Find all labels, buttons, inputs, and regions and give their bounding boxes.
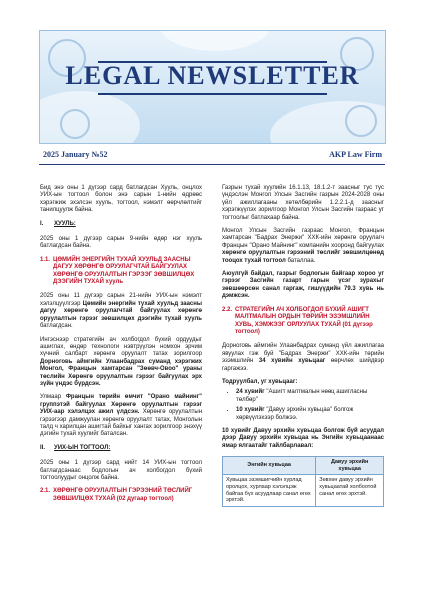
resolution-paragraph-3-text: Аюулгүй байдал, газрыг бодлогын байгаар хороо уг гэрээг Засгийн газарт гарын үсэг зурахыг зөвшөөрсөн санал гаргаж,	[222, 271, 384, 292]
bullet-2-bold: 10 хувийг	[236, 407, 265, 414]
subsection-1-1-heading	[40, 257, 202, 287]
section-1-intro: 2025 оны 1 дүгээр сарын 9-нийн өдөр нэг хууль батлагдсан байна.	[40, 236, 202, 250]
table-row	[223, 475, 384, 506]
subsection-2-1-number: 2.1.	[40, 488, 51, 495]
firm-name: AKP Law Firm	[329, 150, 382, 159]
subsection-1-1-title: ЦӨМИЙН ЭНЕРГИЙН ТУХАЙ ХУУЛЬД ЗААСНЫ ДАГУУ ХӨРӨНГӨ ОРУУЛАГЧТАЙ БАЙГУУЛАХ ХӨРӨНГӨ ОРУУЛАЛТЫН ГЭРЭЭГ ЗӨВШИЛЦӨХ ДЭЭГИЙН ТУХАЙ хууль	[53, 256, 195, 286]
issue-number: 2025 January №52	[43, 150, 108, 159]
subsection-2-2-number: 2.2.	[222, 306, 233, 313]
bullet-1-bold: 24 хувийг	[236, 389, 265, 396]
resolution-paragraph-3	[222, 271, 384, 301]
list-item	[236, 407, 384, 422]
law-paragraph-3	[40, 394, 202, 438]
resolution-paragraph-2-end: баталлаа.	[285, 257, 316, 264]
table-cell: Зөвхөн давуу эрхийн хувьцаатай холбоотой санал өгөх эрхтэй.	[316, 475, 384, 506]
law-paragraph-1	[40, 293, 202, 330]
section-1-number: I.	[40, 220, 44, 227]
law-paragraph-1-bold: Цөмийн энергийн тухай хуульд заасны дагуу хөрөнгө оруулагчтай байгуулах хөрөнгө оруулалтын гэрээг зөвшилцөх дээгийн тухай хууль	[40, 300, 202, 322]
law-paragraph-3-end: Хөрөнгө оруулалтын гэрээгээр дамжуулан хөрөнгө оруулалт татах, Монголын талд ч харилцан ашигтай байхыг хангах зорилгоор энэхүү дэгийн тухай хуулийг баталсан.	[40, 409, 203, 438]
header-divider	[39, 164, 385, 165]
subsection-2-1-heading	[40, 488, 202, 503]
law-paragraph-2-text: Ингэснээр стратегийн ач холбогдол бүхий ордуудыг ашиглах, өндөр технологи нэвтрүүлэн номхон эрчим хүчний салбарт хөрөнгө оруулалт татах зорилгоор	[40, 336, 202, 358]
shares-paragraph-bold: 34 хувийн хувьцааг	[258, 358, 326, 365]
resolution-paragraph-3-bold: гишүүдийн 79.3 хувь нь дэмжсэн.	[222, 285, 384, 300]
shares-bullet-list	[222, 389, 384, 422]
shares-paragraph-text: Дорноговь аймгийн Улаанбадрах суманд үйл ажиллагаа явуулах гэж буй "Бадрах Энержи" ХХК-ийн төрийн эзэмшлийн	[222, 343, 384, 365]
list-item	[236, 389, 384, 404]
newsletter-banner	[39, 30, 386, 144]
section-2-title: УИХ-ЫН ТОГТООЛ:	[54, 444, 111, 451]
resolution-paragraph-2-text: Монгол Улсын Засгийн газраас Монгол, Францын хамтарсан "Бадрах Энержи" ХХК-ийн хөрөнгө оруулагч Францын "Орано Майнинг" компанийн хооронд байгуулах	[222, 228, 384, 249]
shares-paragraph	[222, 343, 384, 373]
table-header-row	[223, 457, 384, 475]
subsection-1-1-number: 1.1.	[40, 256, 51, 263]
clarification-line: Тодруулбал, уг хувьцааг:	[222, 378, 298, 385]
shares-paragraph-end: өөрчлөх шийдвэр гаргажээ.	[222, 358, 384, 372]
section-2-heading	[40, 445, 202, 452]
preferred-shares-paragraph: 10 хувийг Давуу эрхийн хувьцаа болгож буй асуудал дээр Давуу эрхийн хувьцаа нь Энгийн хувьцаанаас ямар ялгаатайг тайлбарлавал:	[222, 427, 384, 449]
subsection-2-2-title: СТРАТЕГИЙН АЧ ХОЛБОГДОЛ БҮХИЙ АШИГТ МАЛТМАЛЫН ОРДЫН ТӨРИЙН ЭЗЭМШЛИЙН ХУВЬ, ХЭМЖЭЭГ ОРЛУУЛАХ ТУХАЙ (01 дүгээр тогтоол)	[235, 306, 373, 335]
law-paragraph-2-bold: Дорноговь аймгийн Улаанбадрах суманд хэрэгжих Монгол, Францын хамтарсан "Зөөвч-Овоо" ураны төслийн Хөрөнгө оруулалтын гэрээг байгуулах эрх зүйн үндэс бүрдсэн.	[40, 358, 202, 387]
law-paragraph-3-bold: Францын төрийн өмчит "Орано майнинг" группэтэй байгуулах Хөрөнгө оруулалтын гэрээг УИХ-аар хэлэлцэх ажил үлдсэн.	[40, 394, 202, 416]
shares-comparison-table	[222, 456, 384, 507]
law-paragraph-3-text: Улмаар	[40, 394, 66, 401]
resolution-paragraph-2-bold: хөрөнгө оруулалтын гэрээний төслийг зөвшилцөнөд тооцох тухай тогтоол	[222, 250, 384, 264]
newsletter-title: LEGAL NEWSLETTER	[65, 61, 360, 90]
resolution-paragraph-1: Газрын тухай хуулийн 16.1.13, 18.1.2-т заасныг тус тус үндэслэн Монгол Улсын Засгийн газрын 2024-2028 оны үйл ажиллагааны хөтөлбөрийн 1.2.2.1-д заасныг хэрэгжүүлэх зорилгоор Монгол Улсын Засгийн газраас уг тогтоолыг батлахаар байна.	[222, 185, 384, 221]
law-paragraph-1-end: батлагдсан.	[40, 323, 73, 330]
title-rule-bottom	[98, 93, 327, 95]
subsection-2-2-heading	[222, 307, 384, 337]
intro-paragraph: Бид энэ оны 1 дүгээр сард батлагдсан Хууль, онцлох УИХ-ын тогтоол болон энэ сарын 1-нийн өдрөөс хэрэгжиж эхэлсэн хууль, тогтоол, нэмэлт өөрчлөлтийг танилцуулж байна.	[40, 185, 202, 214]
section-2-intro: 2025 оны 1 дүгээр сард нийт 14 УИХ-ын тогтоол батлагдсанаас бодлогын ач холбогдол бүхий тогтоолуудыг онцолж байна.	[40, 460, 202, 481]
resolution-paragraph-2	[222, 228, 384, 265]
law-paragraph-2	[40, 337, 202, 389]
section-1-heading	[40, 221, 202, 228]
right-column	[222, 185, 384, 507]
law-paragraph-1-text: 2025 оны 11 дүгээр сарын 21-нийн УИХ-ын нэмэлт хэлэлцүүлгээр	[40, 293, 202, 307]
table-header-common: Энгийн хувьцаа	[223, 457, 316, 475]
section-1-title: ХУУЛЬ:	[54, 220, 76, 227]
table-cell: Хувьцаа эзэмшигчийн хурлад оролцох, хурлаар хэлэлцэж байгаа бүх асуудлаар санал өгөх эрхтэй.	[223, 475, 316, 506]
section-2-number: II.	[40, 444, 46, 451]
left-column	[40, 185, 202, 510]
subsection-2-1-title: ХӨРӨНГӨ ОРУУЛАЛТЫН ГЭРЭЭНИЙ ТӨСЛИЙГ ЗӨВШИЛЦӨХ ТУХАЙ (02 дугаар тогтоол)	[53, 488, 193, 502]
bullet-2-text: "Давуу эрхийн хувьцаа" болгож хөрвүүлэхээр болжээ.	[236, 407, 354, 421]
bullet-1-text: "Ашигт малтмалын нөөц ашигласны төлбөр"	[236, 389, 368, 403]
table-header-preferred: Давуу эрхийн хувьцаа	[316, 457, 384, 475]
